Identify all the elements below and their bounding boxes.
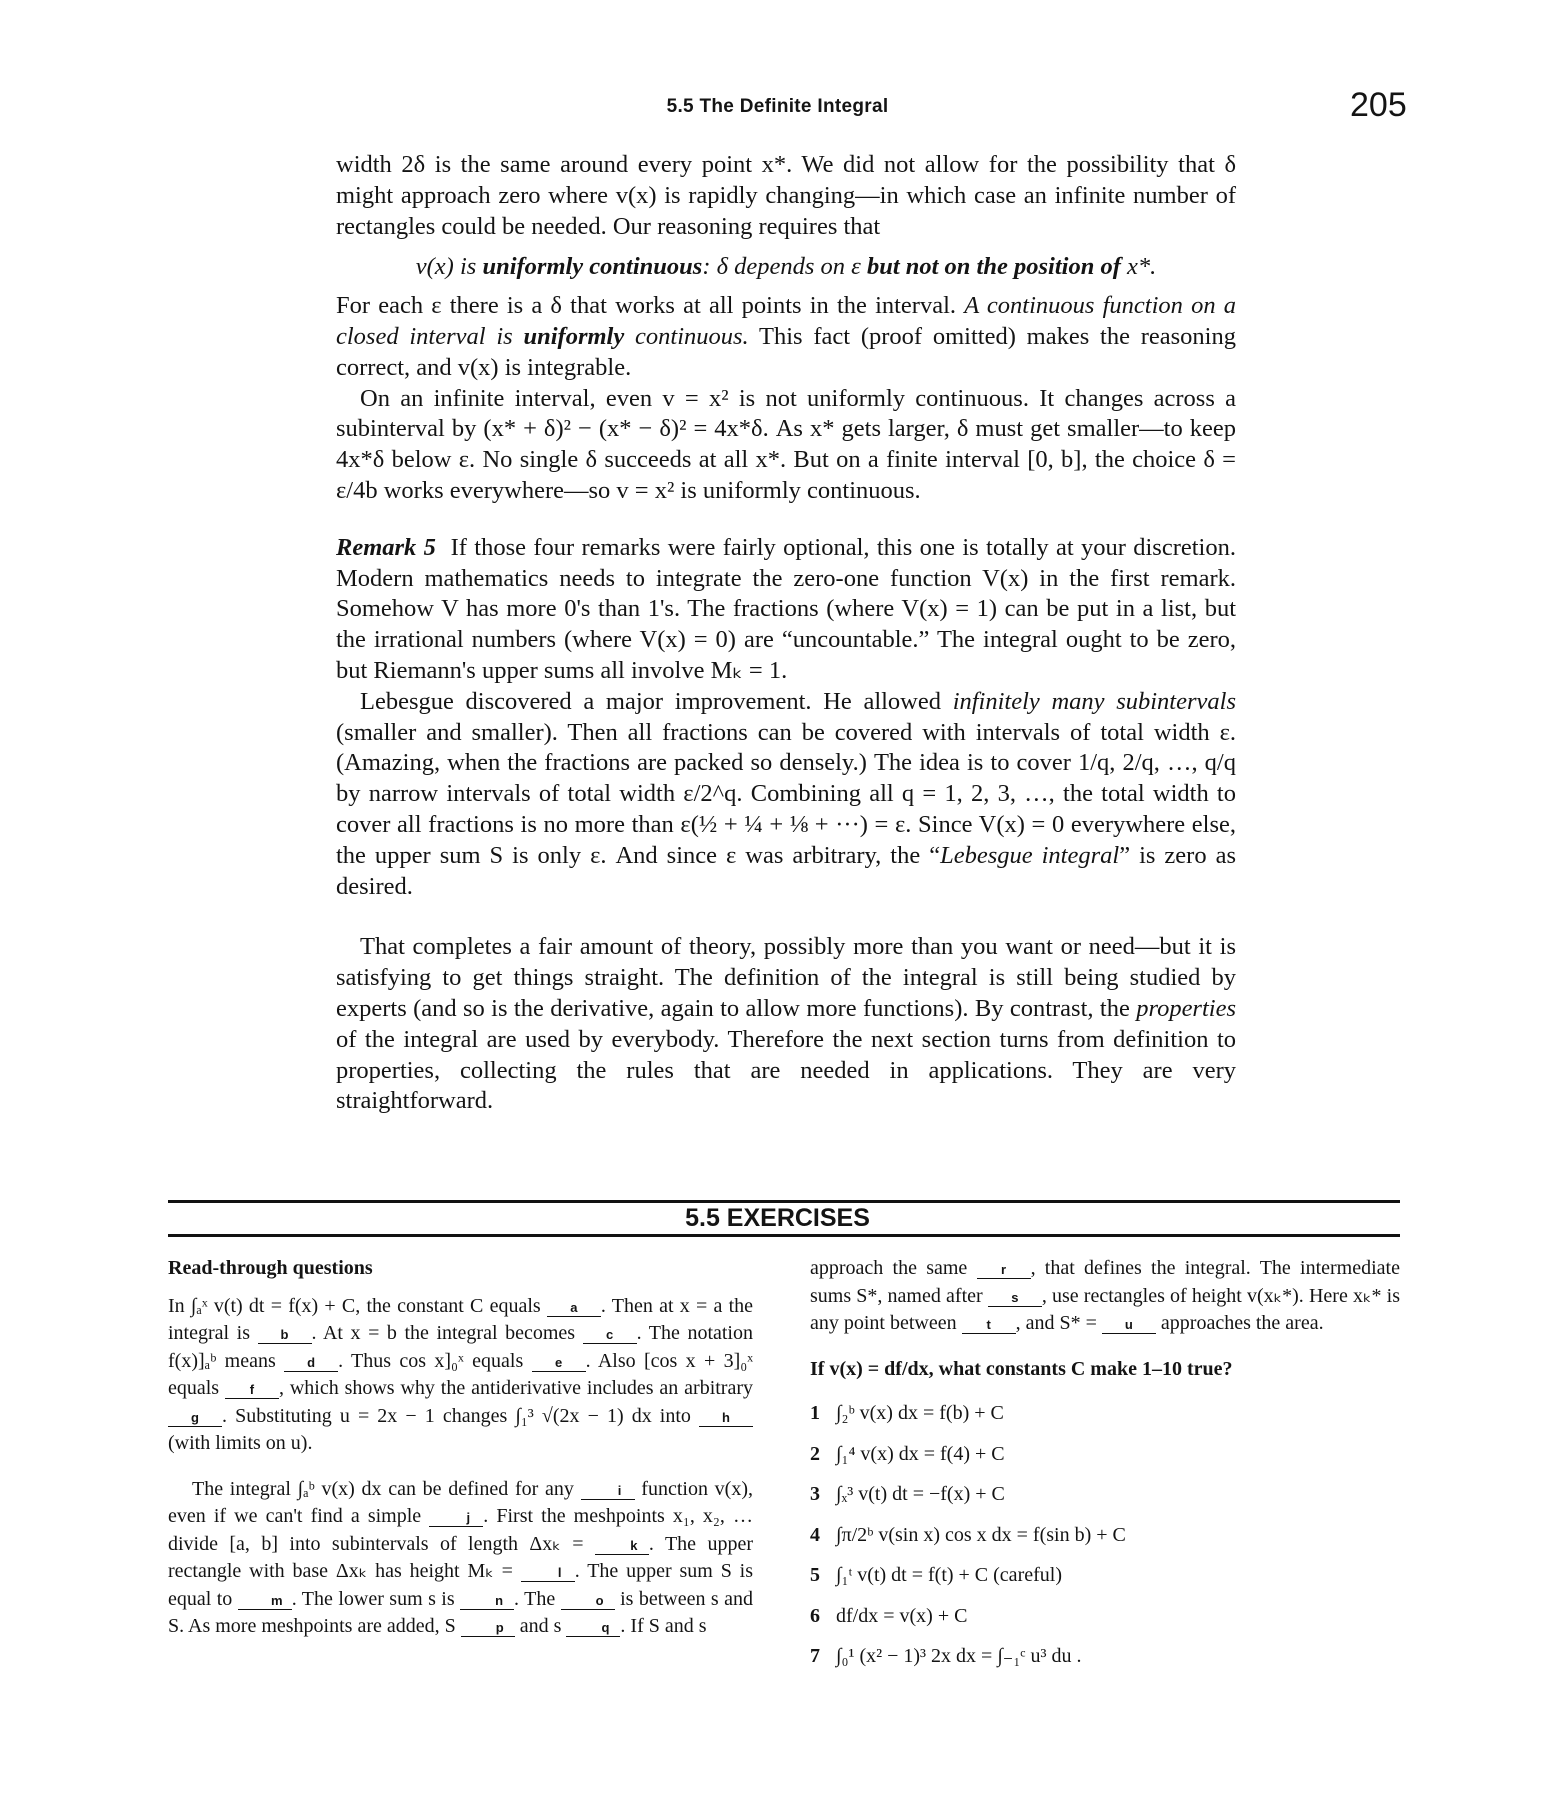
section-rule-bottom: [168, 1234, 1400, 1237]
answer-blank: o: [561, 1593, 615, 1610]
answer-blank: f: [225, 1382, 279, 1399]
exercises-right-column: [810, 1255, 1400, 1677]
exercise-item: 6 df/dx = v(x) + C: [810, 1604, 968, 1627]
paragraph: Lebesgue discovered a major improvement. He allowed infinitely many subintervals (smaller and smaller). Then all fractions can be covered with intervals of total width ε. (Amazing, when the fractions are packed so densely.) The idea is to cover 1/q, 2/q, …, q/q by narrow intervals of total width ε/2^q. Combining all q = 1, 2, 3, …, the total width to cover all fractions is no more than ε(½ + ¼ + ⅛ + ···) = ε. Since V(x) = 0 everywhere else, the upper sum S is only ε. And since ε was arbitrary, the “Lebesgue integral” is zero as desired.: [336, 687, 1236, 900]
main-text: [336, 150, 1236, 1117]
section-rule-top: [168, 1200, 1400, 1203]
answer-blank: t: [962, 1317, 1016, 1334]
exercise-item: 1 ∫₂ᵇ v(x) dx = f(b) + C: [810, 1402, 1004, 1424]
exercise-list: [810, 1393, 1400, 1677]
read-through-heading: Read-through questions: [168, 1257, 373, 1279]
answer-blank: m: [238, 1593, 292, 1610]
answer-blank: b: [258, 1327, 312, 1344]
answer-blank: c: [583, 1327, 637, 1344]
answer-blank: s: [988, 1290, 1042, 1307]
answer-blank: u: [1102, 1317, 1156, 1334]
paragraph: width 2δ is the same around every point x*. We did not allow for the possibility that δ might approach zero where v(x) is rapidly changing—in which case an infinite number of rectangles could be needed. Our reasoning requires that: [336, 151, 1236, 240]
answer-blank: l: [521, 1565, 575, 1582]
answer-blank: k: [595, 1538, 649, 1555]
answer-blank: a: [547, 1300, 601, 1317]
read-through-paragraph: approach the same r , that defines the integral. The intermediate sums S*, named after s , use rectangles of height v(xₖ*). Here xₖ* is any point between t , and S* = u approaches the area.: [810, 1257, 1400, 1334]
exercise-item: 5 ∫₁ᵗ v(t) dt = f(t) + C (careful): [810, 1564, 1062, 1586]
exercise-item: 3 ∫ₓ³ v(t) dt = −f(x) + C: [810, 1483, 1005, 1505]
exercise-item: 7 ∫₀¹ (x² − 1)³ 2x dx = ∫₋₁ᶜ u³ du .: [810, 1645, 1082, 1667]
exercises-left-column: [168, 1255, 753, 1641]
remark-paragraph: Remark 5 If those four remarks were fairly optional, this one is totally at your discretion. Modern mathematics needs to integrate the zero-one function V(x) in the first remark. Somehow V has more 0's than 1's. The fractions (where V(x) = 1) can be put in a list, but the irrational numbers (where V(x) = 0) are “uncountable.” The integral ought to be zero, but Riemann's upper sums all involve Mₖ = 1.: [336, 533, 1236, 684]
answer-blank: j: [429, 1510, 483, 1527]
exercise-item: 2 ∫₁⁴ v(x) dx = f(4) + C: [810, 1442, 1005, 1465]
question-prompt: If v(x) = df/dx, what constants C make 1–10 true?: [810, 1357, 1233, 1380]
page-number: 205: [1350, 86, 1407, 124]
answer-blank: h: [699, 1410, 753, 1427]
paragraph: For each ε there is a δ that works at all points in the interval. A continuous function on a closed interval is uniformly continuous. This fact (proof omitted) makes the reasoning correct, and v(x) is integrable.: [336, 292, 1236, 381]
read-through-paragraph: The integral ∫ₐᵇ v(x) dx can be defined for any i function v(x), even if we can't find a simple j . First the meshpoints x₁, x₂, … divide [a, b] into subintervals of length Δxₖ = k . The upper rectangle with base Δxₖ has height Mₖ = l . The upper sum S is equal to m . The lower sum s is n . The o is between s and S. As more meshpoints are added, S p and s q . If S and s: [168, 1477, 754, 1637]
remark-label: Remark 5: [336, 533, 436, 561]
display-statement: v(x) is uniformly continuous: δ depends on ε but not on the position of x*.: [415, 253, 1157, 281]
answer-blank: p: [461, 1620, 515, 1637]
paragraph: That completes a fair amount of theory, possibly more than you want or need—but it is satisfying to get things straight. The definition of the integral is still being studied by experts (and so is the derivative, again to allow more functions). By contrast, the properties of the integral are used by everybody. Therefore the next section turns from definition to properties, collecting the rules that are needed in applications. They are very straightforward.: [336, 933, 1236, 1115]
exercise-item: 4 ∫π/2ᵇ v(sin x) cos x dx = f(sin b) + C: [810, 1523, 1126, 1546]
answer-blank: r: [977, 1262, 1031, 1279]
answer-blank: d: [284, 1355, 338, 1372]
exercises-heading: 5.5 EXERCISES: [0, 1204, 1555, 1233]
answer-blank: q: [566, 1620, 620, 1637]
answer-blank: e: [532, 1355, 586, 1372]
answer-blank: n: [460, 1593, 514, 1610]
read-through-paragraph: In ∫ₐˣ v(t) dt = f(x) + C, the constant C equals a . Then at x = a the integral is b . At x = b the integral becomes c . The notation f(x)]ₐᵇ means d . Thus cos x]₀ˣ equals e . Also [cos x + 3]₀ˣ equals f , which shows why the antiderivative includes an arbitrary g . Substituting u = 2x − 1 changes ∫₁³ √(2x − 1) dx into h (with limits on u).: [168, 1294, 754, 1454]
answer-blank: g: [168, 1410, 222, 1427]
answer-blank: i: [581, 1483, 635, 1500]
running-head: 5.5 The Definite Integral: [666, 96, 889, 117]
paragraph: On an infinite interval, even v = x² is not uniformly continuous. It changes across a subinterval by (x* + δ)² − (x* − δ)² = 4x*δ. As x* gets larger, δ must get smaller—to keep 4x*δ below ε. No single δ succeeds at all x*. But on a finite interval [0, b], the choice δ = ε/4b works everywhere—so v = x² is uniformly continuous.: [336, 384, 1236, 504]
